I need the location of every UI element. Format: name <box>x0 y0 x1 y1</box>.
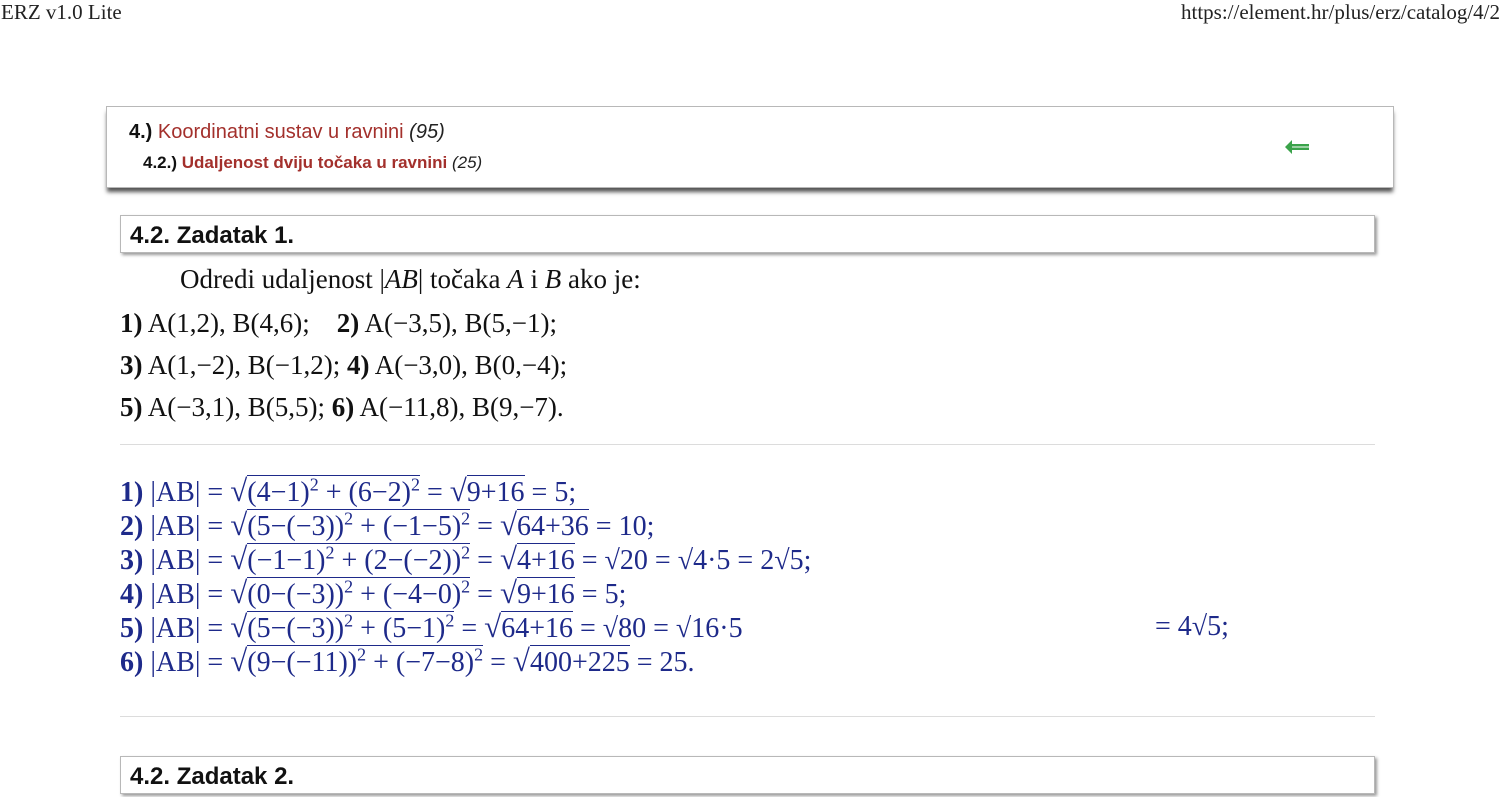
task-2-title: 4.2. Zadatak 2. <box>120 756 1375 794</box>
back-arrow-icon[interactable] <box>1285 140 1309 154</box>
chapter-count: (95) <box>409 121 445 143</box>
section-link[interactable]: Udaljenost dviju točaka u ravnini <box>181 153 448 172</box>
app-name: ERZ v1.0 Lite <box>1 0 122 24</box>
breadcrumb-section <box>143 153 482 173</box>
breadcrumb-chapter <box>129 121 445 144</box>
problem-line-2: 3) A(1,−2), B(−1,2); 4) A(−3,0), B(0,−4); <box>120 350 568 380</box>
page-url: https://element.hr/plus/erz/catalog/4/2 <box>1181 0 1500 24</box>
chapter-number: 4.) <box>129 121 153 143</box>
print-header <box>0 0 1500 30</box>
solution-row: 6) $|AB| = √(9-(-11))^2 + (-7-8)^2 = √400+225 = 25$. <box>120 643 695 678</box>
problem-line-1: 1) A(1,2), B(4,6); 2) A(−3,5), B(5,−1); <box>120 308 557 338</box>
task-1-title: 4.2. Zadatak 1. <box>120 215 1375 253</box>
solution-row: 4) $|AB| = √(0-(-3))^2 + (-4-0)^2 = √9+16 = 5$; <box>120 575 627 610</box>
solution-row: 1) $|AB| = √(4-1)^2 + (6-2)^2 = √9+16 = 5$; <box>120 473 577 508</box>
breadcrumb-panel <box>106 106 1394 188</box>
section-count: (25) <box>451 153 483 172</box>
problem-intro: Odredi udaljenost |AB| točaka A i B ako je: <box>180 264 641 294</box>
divider <box>120 444 1375 445</box>
solution-row: 3) $|AB| = √(-1-1)^2 + (2-(-2))^2 = √4+16 = √20 = √4\cdot 5 = 2√5$; <box>120 541 812 576</box>
chapter-link[interactable]: Koordinatni sustav u ravnini <box>157 121 404 143</box>
problem-line-3: 5) A(−3,1), B(5,5); 6) A(−11,8), B(9,−7). <box>120 392 564 422</box>
divider <box>120 716 1375 717</box>
solution-row: 5) $|AB| = √(5-(-3))^2 + (5-1)^2 = √64+16 = √80 = √16\cdot 5$ = 4√5; <box>120 609 1229 644</box>
solution-tail: = 4√5; <box>1155 611 1229 642</box>
section-number: 4.2.) <box>143 153 178 172</box>
solution-row: 2) $|AB| = √(5-(-3))^2 + (-1-5)^2 = √64+36 = 10$; <box>120 507 655 542</box>
